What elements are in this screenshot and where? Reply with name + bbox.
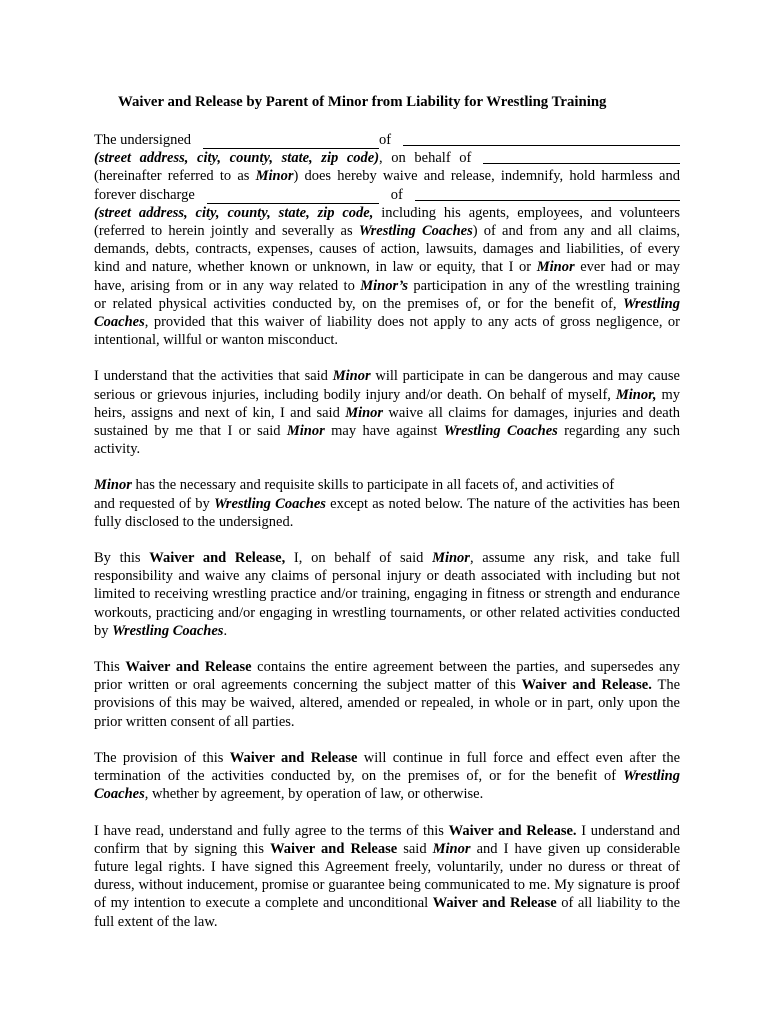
text: I understand that the activities that said <box>94 368 328 385</box>
coach-address-field[interactable] <box>415 187 680 201</box>
paragraph-provision <box>94 749 680 804</box>
line-address-1 <box>94 149 680 167</box>
term-coaches: Coaches <box>94 314 145 331</box>
text-line <box>94 295 680 313</box>
term-minor: Minor’s <box>360 277 409 294</box>
text: will participate in can be dangerous and may cause serious or grievous injuries, including bodily injury and/or death. On behalf of myself, <box>94 368 680 403</box>
term-coaches: Wrestling <box>623 295 680 312</box>
text-line <box>94 313 680 331</box>
term-minor: Minor <box>345 404 384 421</box>
term-coaches: Wrestling Coaches <box>94 768 681 803</box>
text: and requested of by <box>94 495 210 512</box>
term-coaches: Wrestling Coaches <box>358 223 473 240</box>
text: This <box>94 659 120 676</box>
text: ever had or may <box>574 259 680 276</box>
text: By this <box>94 550 141 567</box>
text: The provision of this <box>94 749 224 766</box>
undersigned-address-field[interactable] <box>403 132 680 146</box>
term-waiver: Waiver and <box>432 895 506 912</box>
term-waiver: Waiver and Release. <box>521 677 652 694</box>
paragraph-assume-risk <box>94 549 680 640</box>
term-minor: Minor <box>536 259 575 276</box>
text: , assume any risk, and take full responsibility and waive any claims of personal injury or death associated with including but not limited to receiving wrestling practice and/or training, engaging in fitness or strength and endurance workouts, practicing and/or engaging in wrestling tournaments, or other related activities conducted by <box>94 550 681 639</box>
text: , whether by agreement, by operation of law, or otherwise. <box>144 786 484 803</box>
text: . <box>223 622 228 639</box>
term-waiver: Waiver and Release <box>270 840 398 857</box>
text: (hereinafter referred to as <box>94 168 250 185</box>
text: (referred to herein jointly and severally as <box>94 223 353 240</box>
text: I understand and confirm that by signing this <box>94 822 681 857</box>
minor-name-field[interactable] <box>483 150 680 164</box>
line-forever <box>94 186 680 204</box>
term-waiver: Waiver and Release, <box>149 550 286 567</box>
term-waiver: Release <box>510 895 557 912</box>
term-waiver: Waiver and Release <box>229 749 358 766</box>
term-waiver: Waiver and Release <box>125 659 252 676</box>
text: regarding any such activity. <box>94 423 681 458</box>
of-label: of <box>379 132 392 148</box>
document-title: Waiver and Release by Parent of Minor from Liability for Wrestling Training <box>118 94 607 110</box>
term-coaches: Wrestling Coaches <box>112 622 224 639</box>
of-label: of <box>390 186 403 203</box>
on-behalf-label: , on behalf of <box>379 150 472 167</box>
paragraph-parties <box>94 131 680 349</box>
text: kind and nature, whether known or unknown, in law or equity, that I or <box>94 259 532 276</box>
term-minor: Minor <box>255 168 294 185</box>
term-coaches: Wrestling Coaches <box>443 423 558 440</box>
text: including his agents, employees, and volunteers <box>373 204 680 221</box>
text: , provided that this waiver of liability does not apply to any acts of gross negligence, or <box>144 314 680 331</box>
text: said <box>397 840 427 857</box>
text: has the necessary and requisite skills to participate in all facets of, and activities of <box>131 477 615 494</box>
term-coaches: Wrestling Coaches <box>213 495 326 512</box>
term-minor: Minor <box>286 423 325 440</box>
text: will continue in full force and effect even after the termination of the activities conducted by, on the premises of, or for the benefit of <box>94 749 681 785</box>
line-hereinafter <box>94 167 680 185</box>
undersigned-label: The undersigned <box>94 132 192 148</box>
text: participation in any of the wrestling training <box>408 277 680 294</box>
forever-label: forever discharge <box>94 186 195 203</box>
term-minor: Minor <box>332 368 371 385</box>
text: have, arising from or in any way related to <box>94 277 355 294</box>
address-hint-1: (street address, city, county, state, zip code) <box>94 150 380 167</box>
term-waiver: Waiver and Release. <box>448 822 577 839</box>
text: except as noted below. The nature of the activities has been fully disclosed to the undersigned. <box>94 495 680 530</box>
line-address-2 <box>94 204 680 222</box>
text-line <box>94 476 680 494</box>
text: my heirs, assigns and next of kin, I and said <box>94 386 680 421</box>
text: of all liability to the full extent of the law. <box>94 895 681 930</box>
text: waive all claims for damages, injuries and death sustained by me that I or said <box>94 404 680 440</box>
text: or related physical activities conducted by, on the premises of, or for the benefit of, <box>94 295 617 312</box>
term-minor: Minor <box>432 840 471 857</box>
term-minor: Minor <box>432 550 470 567</box>
paragraph-entire-agreement <box>94 658 680 731</box>
paragraph-risk <box>94 367 680 458</box>
text: I, on behalf of said <box>285 550 424 567</box>
text-line: intentional, willful or wanton misconduct. <box>94 332 339 349</box>
text-line: demands, debts, contracts, expenses, causes of action, lawsuits, damages and liabilities, of every <box>94 241 680 258</box>
document-body <box>94 131 680 949</box>
text-line <box>94 495 680 531</box>
text-line <box>94 258 680 276</box>
text: ) of and from any and all claims, <box>472 223 680 240</box>
text-line <box>94 277 680 295</box>
text: I have read, understand and fully agree to the terms of this <box>94 822 444 839</box>
text: The provisions of this may be waived, altered, amended or repealed, in whole or in part, only upon the prior written consent of all parties. <box>94 677 681 730</box>
text: may have against <box>324 423 438 440</box>
undersigned-name-field[interactable] <box>203 136 379 149</box>
text: ) does hereby waive and release, indemnify, hold harmless and <box>293 168 680 185</box>
line-referred <box>94 222 680 240</box>
paragraph-acknowledgement <box>94 822 680 931</box>
text: contains the entire agreement between the parties, and supersedes any prior written or oral agreements concerning the subject matter of this <box>94 659 681 694</box>
term-minor: Minor <box>94 477 132 494</box>
paragraph-skills <box>94 476 680 531</box>
line-undersigned <box>94 131 680 149</box>
term-minor: Minor, <box>615 386 657 403</box>
address-hint-2: (street address, city, county, state, zip code, <box>94 204 374 221</box>
coach-name-field[interactable] <box>207 191 379 204</box>
text: and I have given up considerable future legal rights. I have signed this Agreement freely, voluntarily, under no duress or threat of duress, without inducement, promise or guarantee being communicated to me. My signature is proof of my intention to execute a complete and unconditional <box>94 840 681 912</box>
